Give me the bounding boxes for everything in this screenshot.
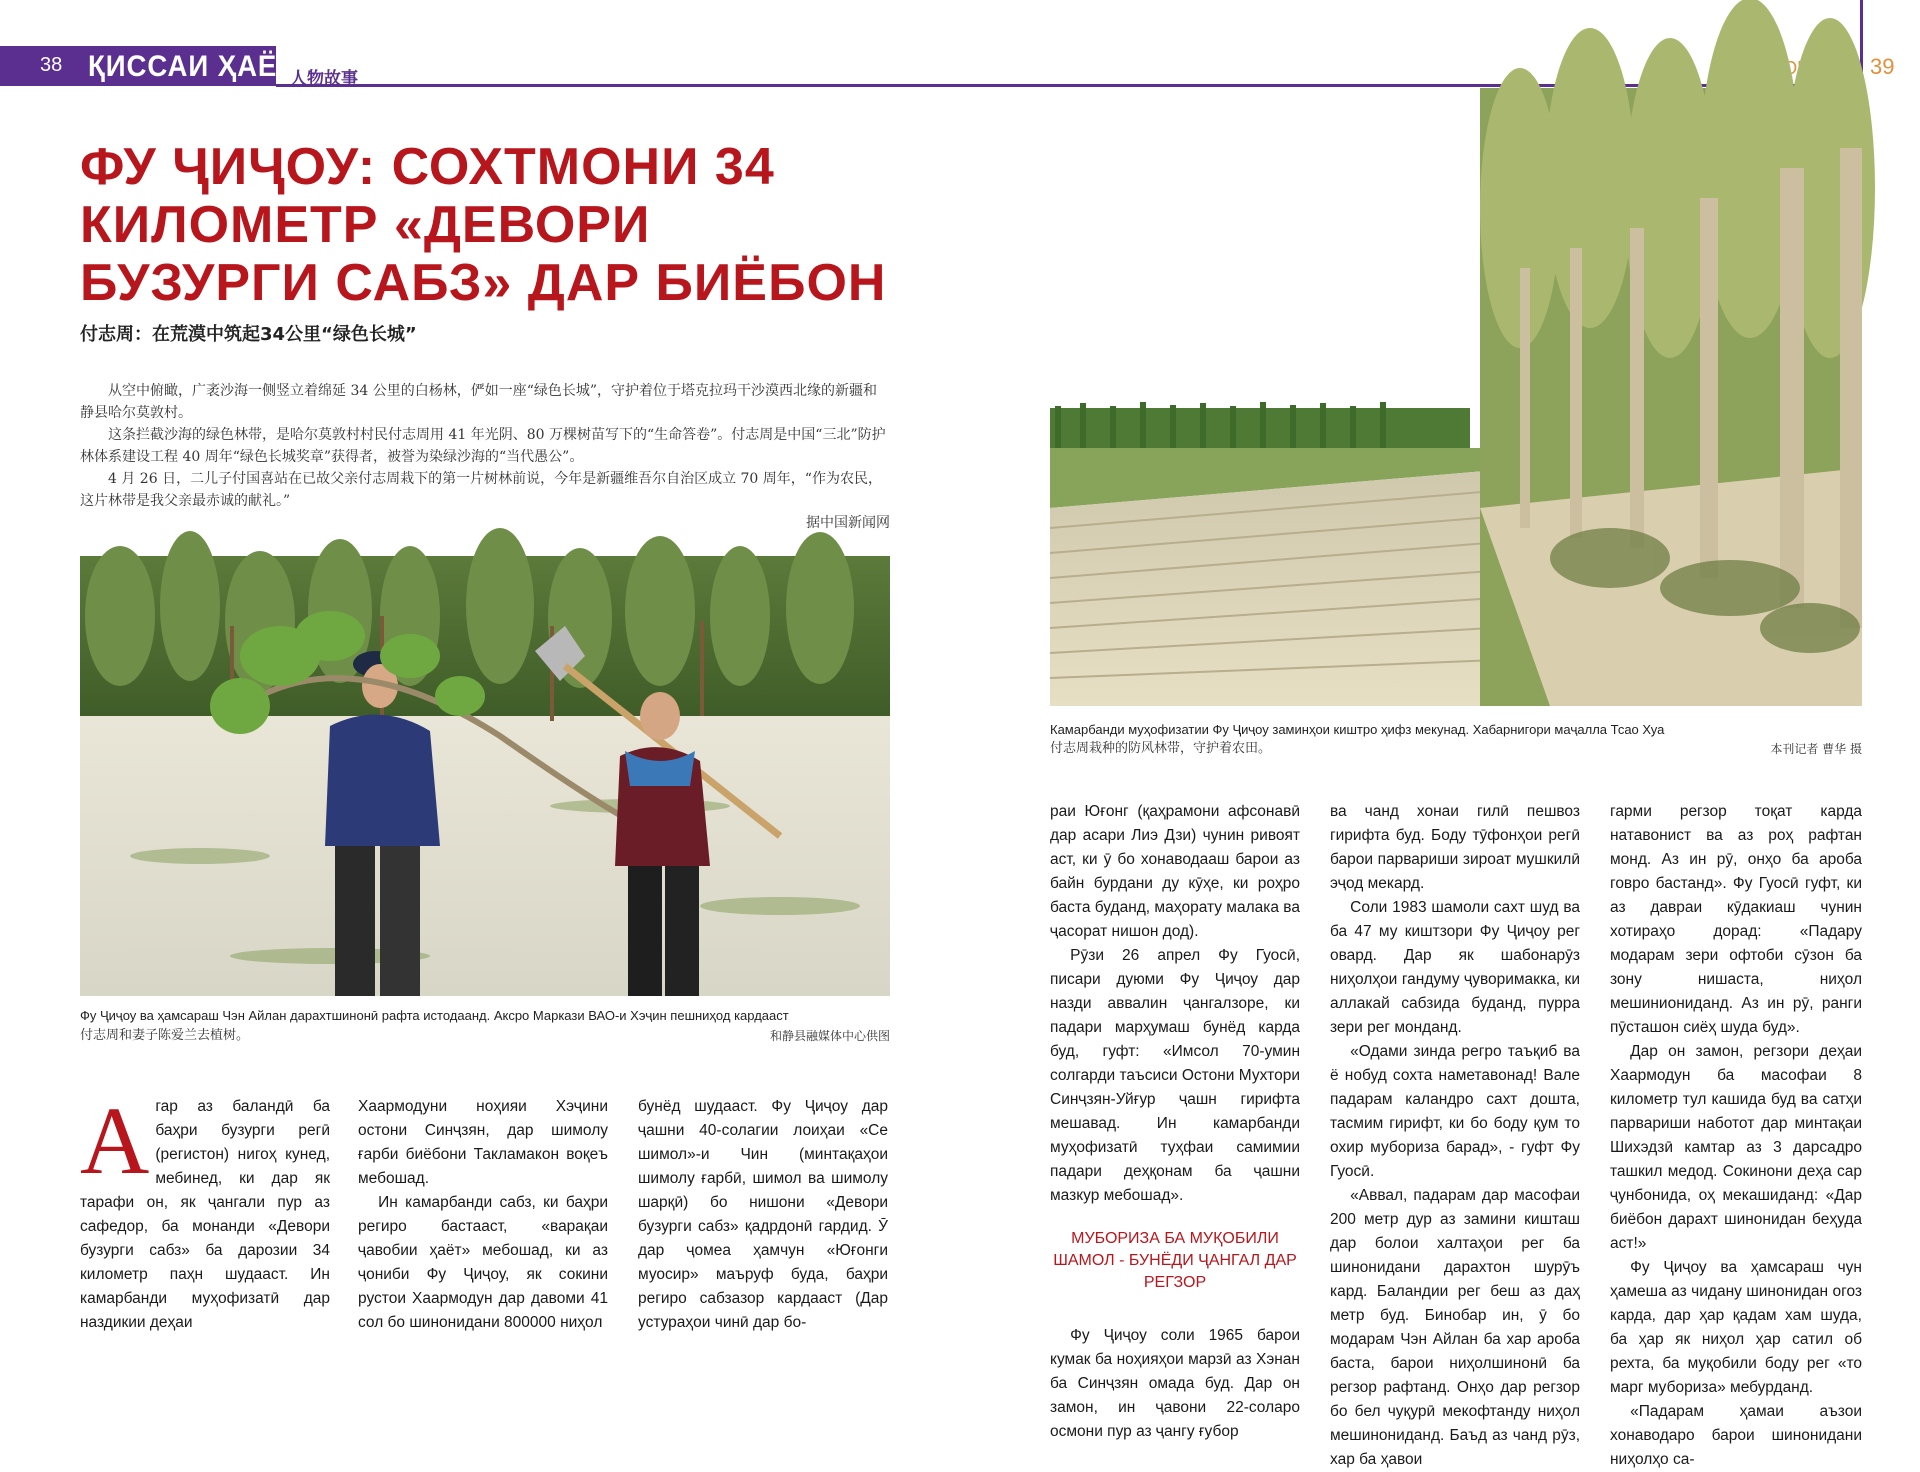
body-text: гар аз баландӣ ба баҳри бузурги регӣ (регистон) нигоҳ кунед, мебинед, ки дар як тарафи он, як ҷангали пур аз сафедор, ба монанди «Девори бузурги сабз» ба дарозии 34 километр паҳн шудааст. Ин камарбанди муҳофизатӣ дар наздикии деҳаи bbox=[80, 1098, 330, 1331]
body-column-1 bbox=[80, 1087, 330, 1335]
body-column-3 bbox=[638, 1095, 888, 1335]
body-paragraph: «Одами зинда регро таъқиб ва ё нобуд сохта наметавонад! Вале падарам каландро сахт дошта, тасмим гирифт, ки бо боду қум то охир мубориза барад», - гуфт Фу Гуосӣ. bbox=[1330, 1043, 1580, 1180]
body-paragraph: Рӯзи 26 апрел Фу Гуосӣ, писари дуюми Фу Ҷиҷоу дар назди аввалин ҷангалзоре, ки падари марҳумаш бунёд карда буд, гуфт: «Имсол 70-умин солгарди таъсиси Остони Мухтори Синҷзян-Уйғур ҷашн гирифта мешавад. Ин камарбанди муҳофизатӣ туҳфаи самимии падари деҳқонам ба ҷашни мазкур мебошад». bbox=[1050, 947, 1300, 1204]
section-title: ҚИССАИ ҲАЁТӢ bbox=[88, 50, 316, 83]
body-paragraph: бунёд шудааст. Фу Ҷиҷоу дар ҷашни 40-солагии лоиҳаи «Се шимол»-и Чин (минтақаҳои шимолу ғарбӣ, шимол ва шимолу шарқӣ) бо нишони «Девори бузурги сабз» қадрдонӣ гардид. Ӯ дар ҷомеа ҳамчун «Юғонги муосир» маъруф буда, баҳри региро сабзазор кардааст (Дар устураҳои чинӣ дар бо- bbox=[638, 1098, 888, 1331]
section-subhead: МУБОРИЗА БА МУҚОБИЛИ ШАМОЛ - БУНЁДИ ҶАНГАЛ ДАР РЕГЗОР bbox=[1053, 1230, 1297, 1291]
body-paragraph: «Аввал, падарам дар масофаи 200 метр дур аз замини кишташ дар болои халтаҳои рег ба шинонидани дарахтон шурӯъ кард. Баландии рег беш аз даҳ метр буд. Бинобар ин, ӯ бо модарам Чэн Айлан ба хар ароба баста, барои ниҳолшинонӣ ба регзор рафтанд. Онҳо дар регзор бо бел чуқурӣ мекофтанду ниҳол мешинониданд. Баъд аз чанд рӯз, хар ба ҳавои bbox=[1330, 1187, 1580, 1468]
body-column-4 bbox=[1050, 800, 1300, 1444]
body-column-5 bbox=[1330, 800, 1580, 1472]
body-paragraph: Фу Ҷиҷоу соли 1965 барои кумак ба ноҳияҳои марзӣ аз Хэнан ба Синҷзян омада буд. Дар он замон, ин ҷавони 22-соларо осмони пур аз ҷангу ғубор bbox=[1050, 1327, 1300, 1440]
intro-paragraph: 4 月 26 日，二儿子付国喜站在已故父亲付志周栽下的第一片树林前说，今年是新疆维吾尔自治区成立 70 周年，“作为农民，这片林带是我父亲最赤诚的献礼。” bbox=[80, 471, 882, 509]
planting-caption: Фу Ҷиҷоу ва ҳамсараш Чэн Айлан дарахтшинонӣ рафта истодаанд. Аксро Маркази ВАО-и Хэҷин пешниҳод кардааст bbox=[80, 1008, 789, 1023]
body-paragraph: ва чанд хонаи гилӣ пешвоз гирифта буд. Боду тӯфонҳои регӣ барои парвариши зироат мушкилӣ эҷод мекард. bbox=[1330, 803, 1580, 892]
planting-credit-cn: 和静县融媒体中心供图 bbox=[769, 1029, 890, 1043]
planting-photo bbox=[80, 556, 890, 996]
body-paragraph: «Падарам ҳамаи аъзои хонаводаро барои шинонидани ниҳолҳо са- bbox=[1610, 1403, 1862, 1468]
intro-source: 据中国新闻网 bbox=[806, 515, 890, 531]
body-paragraph: Соли 1983 шамоли сахт шуд ва ба 47 му киштзори Фу Ҷиҷоу рег овард. Дар як шабонарӯз ниҳолҳои гандуму ҷуворимакка, ки аллакай сабзида буданд, пурра зери рег монданд. bbox=[1330, 899, 1580, 1036]
drop-cap: А bbox=[80, 1087, 150, 1194]
article-headline: ФУ ҶИҶОУ: СОХТМОНИ 34 КИЛОМЕТР «ДЕВОРИ БУЗУРГИ САБЗ» ДАР БИЁБОН bbox=[80, 138, 887, 312]
body-paragraph bbox=[80, 1087, 330, 1335]
body-column-6 bbox=[1610, 800, 1862, 1472]
body-paragraph: Фу Ҷиҷоу ва ҳамсараш чун ҳамеша аз чидану шинонидан огоз карда, дар ҳар қадам хам шуда, ба ҳар як ниҳол ҳар сатил об рехта, ба муқобили боду рег «то марг мубориза» мебурданд. bbox=[1610, 1259, 1862, 1396]
body-paragraph: гарми регзор тоқат карда натавонист ва аз роҳ рафтан монд. Аз ин рӯ, онҳо ба ароба говро бастанд». Фу Гуосӣ гуфт, ки аз давраи кӯдакиаш чунин хотираҳо дорад: «Падару модарам зери офтоби сӯзон ба зону нишаста, ниҳол мешиниониданд. Аз ин рӯ, ранги пӯсташон сиёҳ шуда буд». bbox=[1610, 803, 1862, 1036]
right-page-number: 39 bbox=[1870, 54, 1895, 79]
body-paragraph: Ин камарбанди сабз, ки баҳри региро бастааст, «варақаи ҷавобии ҳаёт» мебошад, ки аз ҷониби Фу Ҷиҷоу, як сокини рустои Хаармодун дар давоми 41 сол бо шинонидани 800000 ниҳол bbox=[358, 1194, 608, 1331]
left-page-number: 38 bbox=[40, 54, 63, 76]
forest-photo bbox=[1050, 88, 1862, 706]
body-paragraph: Хаармодуни ноҳияи Хэҷини остони Синҷзян, дар шимолу ғарби биёбони Такламакон воқеъ мебошад. bbox=[358, 1098, 608, 1187]
section-title-cn: 人物故事 bbox=[290, 69, 358, 89]
forest-caption-cn: 付志周栽种的防风林带，守护着农田。 bbox=[1050, 741, 1272, 756]
intro-paragraph: 这条拦截沙海的绿色林带，是哈尔莫敦村村民付志周用 41 年光阴、80 万棵树苗写下的“生命答卷”。付志周是中国“三北”防护林体系建设工程 40 周年“绿色长城奖章”获得者，被誉为染绿沙海的“当代愚公”。 bbox=[80, 427, 886, 465]
article-subtitle-cn: 付志周：在荒漠中筑起34公里“绿色长城” bbox=[80, 324, 417, 345]
header-rule-left bbox=[276, 84, 960, 87]
forest-credit-cn: 本刊记者 曹华 摄 bbox=[1770, 742, 1862, 756]
left-page-header bbox=[0, 46, 960, 88]
planting-caption-cn: 付志周和妻子陈爱兰去植树。 bbox=[80, 1028, 250, 1043]
body-paragraph: раи Юғонг (қаҳрамони афсонавӣ дар асари Лиэ Дзи) чунин ривоят аст, ки ӯ бо хонаводааш барои аз байн бурдани ду кӯҳе, ки роҳро баста буданд, маҳорату малака ва ҷасорат нишон дод). bbox=[1050, 803, 1300, 940]
body-paragraph: Дар он замон, регзори деҳаи Хаармодун ба масофаи 8 километр тул кашида буд ва сатҳи парвариши наботот дар минтақаи Шихэдзӣ камтар аз 3 дарсадро ташкил медод. Сокинони деҳа сар ҷунбонида, оҳ мекашиданд: «Дар биёбон дарахт шинонидан беҳуда аст!» bbox=[1610, 1043, 1862, 1252]
intro-chinese bbox=[80, 380, 890, 534]
intro-paragraph: 从空中俯瞰，广袤沙海一侧竖立着绵延 34 公里的白杨林，俨如一座“绿色长城”，守护着位于塔克拉玛干沙漠西北缘的新疆和静县哈尔莫敦村。 bbox=[80, 383, 878, 421]
body-column-2 bbox=[358, 1095, 608, 1335]
forest-caption: Камарбанди муҳофизатии Фу Ҷиҷоу заминҳои киштро ҳифз мекунад. Хабарнигори маҷалла Тсао Хуа bbox=[1050, 722, 1665, 737]
